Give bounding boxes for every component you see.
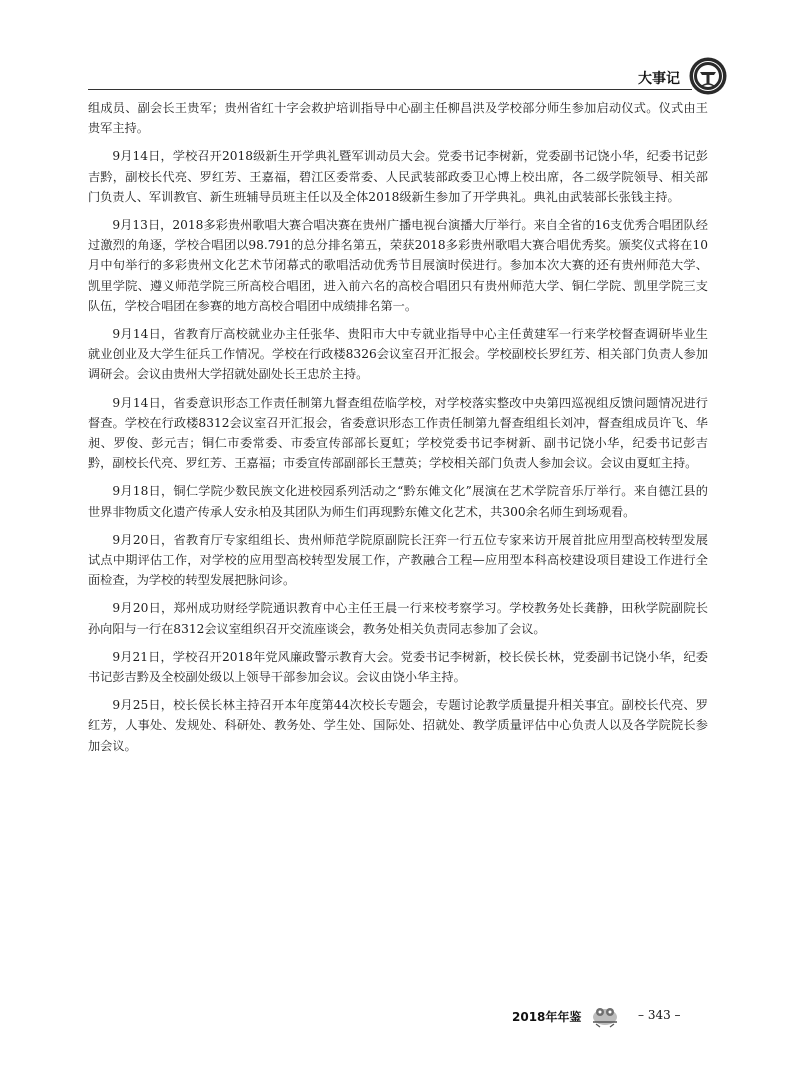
page-footer: [0, 1002, 793, 1032]
paragraph: 9月20日，郑州成功财经学院通识教育中心主任王晨一行来校考察学习。学校教务处长龚静，田秋学院副院长孙向阳与一行在8312会议室组织召开交流座谈会，教务处相关负责同志参加了会议。: [88, 601, 708, 636]
page-header: [88, 62, 728, 92]
university-seal-icon: [688, 56, 728, 96]
paragraph: 9月20日，省教育厅专家组组长、贵州师范学院原副院长汪弈一行五位专家来访开展首批应用型高校转型发展试点中期评估工作，对学校的应用型高校转型发展工作，产教融合工程—应用型本科高校建设项目建设工作进行全面检查，为学校的转型发展把脉问诊。: [88, 532, 708, 588]
paragraph: 9月18日，铜仁学院少数民族文化进校园系列活动之“黔东傩文化”展演在艺术学院音乐厅举行。来自德江县的世界非物质文化遗产传承人安永柏及其团队为师生们再现黔东傩文化艺术，共300余名师生到场观看。: [88, 484, 708, 519]
paragraph: 组成员、副会长王贵军；贵州省红十字会救护培训指导中心副主任柳昌洪及学校部分师生参加启动仪式。仪式由王贵军主持。: [88, 101, 708, 136]
paragraph: 9月14日，省教育厅高校就业办主任张华、贵阳市大中专就业指导中心主任黄建军一行来学校督查调研毕业生就业创业及大学生征兵工作情况。学校在行政楼8326会议室召开汇报会。学校副校长罗红芳、相关部门负责人参加调研会。会议由贵州大学招就处副处长王忠於主持。: [88, 327, 708, 382]
page-number: – 343 –: [638, 1008, 681, 1022]
paragraph: 9月14日，学校召开2018级新生开学典礼暨军训动员大会。党委书记李树新，党委副书记饶小华，纪委书记彭吉黔，副校长代亮、罗红芳、王嘉福，碧江区委常委、人民武装部政委卫心博上校出席，各二级学院领导、相关部门负责人、军训教官、新生班辅导员班主任以及全体2018级新生参加了开学典礼。典礼由武装部长张钱主持。: [88, 149, 708, 204]
paragraph: 9月25日，校长侯长林主持召开本年度第44次校长专题会，专题讨论教学质量提升相关事宜。副校长代亮、罗红芳，人事处、发规处、科研处、教务处、学生处、国际处、招就处、教学质量评估中心负责人以及各学院院长参加会议。: [88, 698, 708, 753]
article-body: [88, 98, 708, 764]
mascot-icon: [588, 1002, 622, 1028]
yearbook-label: 2018年年鉴: [512, 1010, 582, 1024]
section-title: 大事记: [638, 71, 680, 87]
paragraph: 9月21日，学校召开2018年党风廉政警示教育大会。党委书记李树新，校长侯长林，党委副书记饶小华，纪委书记彭吉黔及全校副处级以上领导干部参加会议。会议由饶小华主持。: [88, 649, 708, 685]
header-rule: [88, 89, 692, 90]
paragraph: 9月13日，2018多彩贵州歌唱大赛合唱决赛在贵州广播电视台演播大厅举行。来自全省的16支优秀合唱团队经过激烈的角逐，学校合唱团以98.791的总分排名第五，荣获2018多彩贵州歌唱大赛合唱优秀奖。颁奖仪式将在10月中旬举行的多彩贵州文化艺术节闭幕式的歌唱活动优秀节目展演时侯进行。参加本次大赛的还有贵州师范大学、凯里学院、遵义师范学院三所高校合唱团，进入前六名的高校合唱团只有贵州师范大学、铜仁学院、凯里学院三支队伍，学校合唱团在参赛的地方高校合唱团中成绩排名第一。: [88, 218, 708, 313]
paragraph: 9月14日，省委意识形态工作责任制第九督查组莅临学校，对学校落实整改中央第四巡视组反馈问题情况进行督查。学校在行政楼8312会议室召开汇报会，省委意识形态工作责任制第九督查组组长刘冲，督查组成员许飞、华昶、罗俊、彭元吉；铜仁市委常委、市委宣传部部长夏虹；学校党委书记李树新、副书记饶小华，纪委书记彭吉黔，副校长代亮、罗红芳、王嘉福；市委宣传部副部长王慧英；学校相关部门负责人参加会议。会议由夏虹主持。: [88, 395, 708, 471]
